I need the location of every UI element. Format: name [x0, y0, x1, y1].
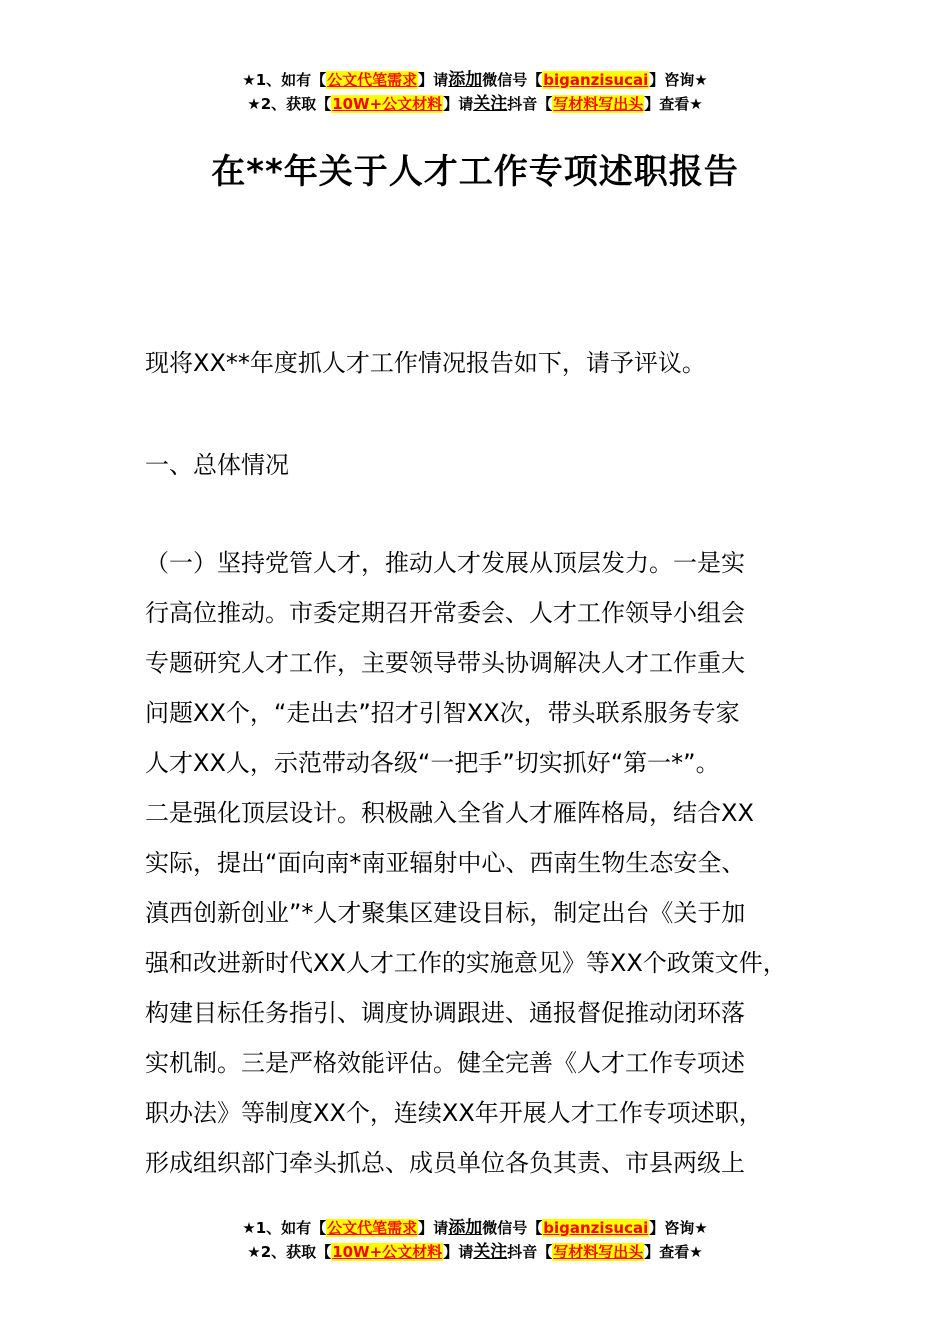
materials-highlight: 10W+公文材料 [332, 95, 443, 113]
promo-line-1: ★1、如有【公文代笔需求】请添加微信号【biganzisucai】咨询★ [242, 1218, 708, 1238]
header-promo-banner [0, 68, 950, 116]
paragraph-line: 职办法》等制度XX个，连续XX年开展人才工作专项述职， [145, 1099, 763, 1127]
paragraph-line: （一）坚持党管人才，推动人才发展从顶层发力。一是实 [145, 549, 745, 577]
wechat-id: biganzisucai [543, 1219, 649, 1237]
paragraph-line: 二是强化顶层设计。积极融入全省人才雁阵格局，结合XX [145, 799, 754, 827]
paragraph-line: 专题研究人才工作，主要领导带头协调解决人才工作重大 [145, 649, 745, 677]
intro-paragraph: 现将XX**年度抓人才工作情况报告如下，请予评议。 [145, 349, 706, 377]
materials-highlight: 10W+公文材料 [332, 1243, 443, 1261]
promo-line-2: ★2、获取【10W+公文材料】请关注抖音【写材料写出头】查看★ [247, 1242, 703, 1262]
service-highlight: 公文代笔需求 [327, 1219, 418, 1237]
douyin-account: 写材料写出头 [553, 1243, 644, 1261]
wechat-id: biganzisucai [543, 71, 649, 89]
promo-line-1: ★1、如有【公文代笔需求】请添加微信号【biganzisucai】咨询★ [242, 70, 708, 90]
paragraph-line: 滇西创新创业”*人才聚集区建设目标，制定出台《关于加 [145, 899, 746, 927]
paragraph-line: 问题XX个，“走出去”招才引智XX次，带头联系服务专家 [145, 699, 740, 727]
paragraph-line: 形成组织部门牵头抓总、成员单位各负其责、市县两级上 [145, 1149, 745, 1177]
paragraph-line: 行高位推动。市委定期召开常委会、人才工作领导小组会 [145, 599, 745, 627]
footer-promo-banner [0, 1216, 950, 1264]
document-title: 在**年关于人才工作专项述职报告 [211, 152, 739, 192]
paragraph-line: 强和改进新时代XX人才工作的实施意见》等XX个政策文件， [145, 949, 787, 977]
paragraph-line: 实际，提出“面向南*南亚辐射中心、西南生物生态安全、 [145, 849, 746, 877]
service-highlight: 公文代笔需求 [327, 71, 418, 89]
douyin-account: 写材料写出头 [553, 95, 644, 113]
body-paragraph [145, 538, 835, 1188]
paragraph-line: 构建目标任务指引、调度协调跟进、通报督促推动闭环落 [145, 999, 745, 1027]
promo-line-2: ★2、获取【10W+公文材料】请关注抖音【写材料写出头】查看★ [247, 94, 703, 114]
section-heading: 一、总体情况 [145, 451, 289, 479]
paragraph-line: 人才XX人，示范带动各级“一把手”切实抓好“第一*”。 [145, 749, 720, 777]
paragraph-line: 实机制。三是严格效能评估。健全完善《人才工作专项述 [145, 1049, 745, 1077]
